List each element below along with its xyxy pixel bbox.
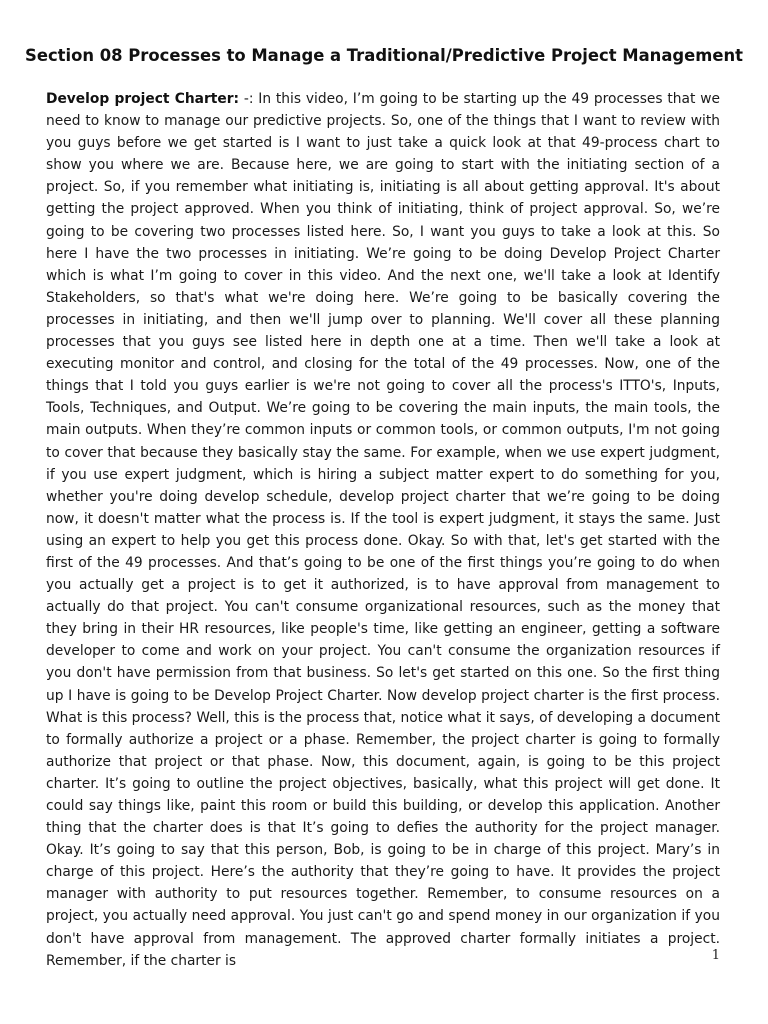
body-paragraph [46, 88, 720, 972]
body-text: -: In this video, I’m going to be starting up the 49 processes that we need to know to manage our predictive projects. So, one of the things that I want to review with you guys before we get started is I want to just take a quick look at that 49-process chart to show you where we are. Because here, we are going to start with the initiating section of a project. So, if you remember what initiating is, initiating is all about getting approval. It's about getting the project approved. When you think of initiating, think of project approval. So, we’re going to be covering two processes listed here. So, I want you guys to take a look at this. So here I have the two processes in initiating. We’re going to be doing Develop Project Charter which is what I’m going to cover in this video. And the next one, we'll take a look at Identify Stakeholders, so that's what we're doing here. We’re going to be basically covering the processes in initiating, and then we'll jump over to planning. We'll cover all these planning processes that you guys see listed here in depth one at a time. Then we'll take a look at executing monitor and control, and closing for the total of the 49 processes. Now, one of the things that I told you guys earlier is we're not going to cover all the process's ITTO's, Inputs, Tools, Techniques, and Output. We’re going to be covering the main inputs, the main tools, the main outputs. When they’re common inputs or common tools, or common outputs, I'm not going to cover that because they basically stay the same. For example, when we use expert judgment, if you use expert judgment, which is hiring a subject matter expert to do something for you, whether you're doing develop schedule, develop project charter that we’re going to be doing now, it doesn't matter what the process is. If the tool is expert judgment, it stays the same. Just using an expert to help you get this process done. Okay. So with that, let's get started with the first of the 49 processes. And that’s going to be one of the first things you’re going to do when you actually get a project is to get it authorized, is to have approval from management to actually do that project. You can't consume organizational resources, such as the money that they bring in their HR resources, like people's time, like getting an engineer, getting a software developer to come and work on your project. You can't consume the organization resources if you don't have permission from that business. So let's get started on this one. So the first thing up I have is going to be Develop Project Charter. Now develop project charter is the first process. What is this process? Well, this is the process that, notice what it says, of developing a document to formally authorize a project or a phase. Remember, the project charter is going to formally authorize that project or that phase. Now, this document, again, is going to be this project charter. It’s going to outline the project objectives, basically, what this project will get done. It could say things like, paint this room or build this building, or develop this application. Another thing that the charter does is that It’s going to defies the authority for the project manager. Okay. It’s going to say that this person, Bob, is going to be in charge of this project. Mary’s in charge of this project. Here’s the authority that they’re going to have. It provides the project manager with authority to put resources together. Remember, to consume resources on a project, you actually need approval. You just can't go and spend money in our organization if you don't have approval from management. The approved charter formally initiates a project. Remember, if the charter is [46, 91, 720, 969]
page-number: 1 [711, 948, 720, 963]
page-title: Section 08 Processes to Manage a Traditional/Predictive Project Management [25, 46, 743, 65]
section-lead-heading: Develop project Charter: [46, 91, 240, 107]
